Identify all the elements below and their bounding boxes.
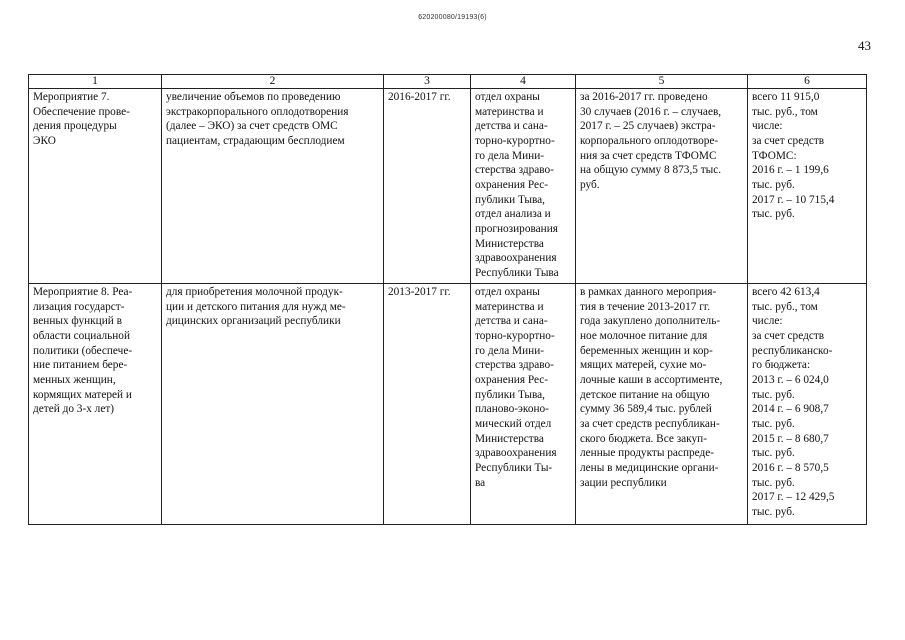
cell-text-line: 2013-2017 гг. — [388, 286, 451, 298]
measure-name-cell — [29, 284, 162, 525]
column-header: 3 — [384, 75, 471, 89]
cell-text-line: (далее – ЭКО) за счет средств ОМС — [166, 120, 338, 133]
cell-text-line: материнства и — [475, 105, 544, 118]
cell-text-line: тыс. руб., том — [752, 105, 818, 118]
cell-text-line: всего 11 915,0 — [752, 91, 820, 103]
cell-text-line: детства и сана- — [475, 315, 548, 328]
cell-text-line: ва — [475, 476, 486, 489]
cell-text-line: на общую сумму 8 873,5 тыс. — [580, 164, 722, 177]
cell-text-line: Министерства — [475, 432, 544, 445]
cell-text-line: венных функций в — [33, 315, 122, 328]
cell-text-line: 2016-2017 гг. — [388, 91, 451, 103]
cell-text-line: Мероприятие 8. Реа- — [33, 286, 133, 298]
cell-text-line: лочные каши в ассортименте, — [580, 374, 723, 387]
cell-text-line: области социальной — [33, 330, 130, 343]
cell-text-line: охранения Рес- — [475, 374, 549, 387]
column-number-row — [29, 75, 867, 89]
cell-text-line: тыс. руб. — [752, 418, 795, 431]
cell-text-line: го дела Мини- — [475, 149, 545, 162]
cell-text-line: стерства здраво- — [475, 359, 554, 372]
period-cell — [384, 284, 471, 525]
cell-text-line: ное молочное питание для — [580, 330, 708, 343]
table-row — [29, 89, 867, 284]
cell-text-line: прогнозирования — [475, 223, 558, 236]
cell-text-line: детства и сана- — [475, 120, 548, 133]
column-header: 6 — [748, 75, 867, 89]
cell-text-line: за счет средств — [752, 330, 825, 343]
cell-text-line: беременных женщин и кор- — [580, 344, 713, 357]
cell-text-line: менных женщин, — [33, 374, 116, 387]
period-cell — [384, 89, 471, 284]
cell-text-line: отдел охраны — [475, 91, 540, 103]
cell-text-line: ции и детского питания для нужд ме- — [166, 300, 346, 313]
cell-text-line: тыс. руб. — [752, 388, 795, 401]
document-id: 620200080/19193(6) — [418, 14, 487, 21]
column-header: 4 — [471, 75, 576, 89]
cell-text-line: охранения Рес- — [475, 179, 549, 192]
cell-text-line: тыс. руб. — [752, 179, 795, 192]
cell-text-line: года закуплено дополнитель- — [580, 315, 721, 328]
cell-text-line: 2013 г. – 6 024,0 — [752, 374, 829, 387]
cell-text-line: го бюджета: — [752, 359, 811, 372]
cell-text-line: стерства здраво- — [475, 164, 554, 177]
measures-table — [28, 74, 867, 525]
cell-text-line: пациентам, страдающим бесплодием — [166, 135, 345, 148]
cell-text-line: мический отдел — [475, 418, 552, 431]
cell-text-line: отдел анализа и — [475, 208, 551, 221]
cell-text-line: ТФОМС: — [752, 149, 797, 162]
cell-text-line: го дела Мини- — [475, 344, 545, 357]
cell-text-line: детское питание на общую — [580, 388, 710, 401]
cell-text-line: 2017 г. – 25 случаев) экстра- — [580, 120, 716, 133]
cell-text-line: всего 42 613,4 — [752, 286, 820, 298]
cell-text-line: 2015 г. – 8 680,7 — [752, 432, 829, 445]
cell-text-line: Мероприятие 7. — [33, 91, 110, 103]
cell-text-line: ского бюджета. Все закуп- — [580, 432, 707, 445]
measure-name-cell — [29, 89, 162, 284]
cell-text-line: 30 случаев (2016 г. – случаев, — [580, 105, 722, 118]
cell-text-line: мящих матерей, сухие мо- — [580, 359, 707, 372]
cell-text-line: тыс. руб. — [752, 208, 795, 221]
cell-text-line: тыс. руб. — [752, 476, 795, 489]
cell-text-line: политики (обеспече- — [33, 344, 133, 357]
column-header: 5 — [576, 75, 748, 89]
cell-text-line: публики Тыва, — [475, 193, 546, 206]
cell-text-line: детей до 3-х лет) — [33, 403, 115, 416]
cell-text-line: Обеспечение прове- — [33, 105, 130, 118]
cell-text-line: руб. — [580, 179, 600, 192]
cell-text-line: за счет средств — [752, 135, 825, 148]
cell-text-line: материнства и — [475, 300, 544, 313]
cell-text-line: ЭКО — [33, 135, 56, 148]
cell-text-line: для приобретения молочной продук- — [166, 286, 343, 298]
cell-text-line: в рамках данного мероприя- — [580, 286, 717, 298]
responsible-cell — [471, 89, 576, 284]
funding-cell — [748, 284, 867, 525]
cell-text-line: экстракорпорального оплодотворения — [166, 105, 349, 118]
cell-text-line: зации республики — [580, 476, 667, 489]
cell-text-line: ние питанием бере- — [33, 359, 128, 372]
cell-text-line: числе: — [752, 120, 783, 133]
column-header: 2 — [162, 75, 384, 89]
cell-text-line: ленные продукты распреде- — [580, 447, 715, 460]
cell-text-line: корпорального оплодотворе- — [580, 135, 719, 148]
cell-text-line: здравоохранения — [475, 447, 557, 460]
responsible-cell — [471, 284, 576, 525]
cell-text-line: увеличение объемов по проведению — [166, 91, 341, 103]
cell-text-line: кормящих матерей и — [33, 388, 132, 401]
cell-text-line: тыс. руб., том — [752, 300, 818, 313]
cell-text-line: лены в медицинские органи- — [580, 462, 719, 475]
cell-text-line: 2014 г. – 6 908,7 — [752, 403, 829, 416]
result-cell — [576, 284, 748, 525]
cell-text-line: сумму 36 589,4 тыс. рублей — [580, 403, 712, 416]
cell-text-line: отдел охраны — [475, 286, 540, 298]
cell-text-line: торно-курортно- — [475, 135, 555, 148]
result-cell — [576, 89, 748, 284]
cell-text-line: здравоохранения — [475, 252, 557, 265]
cell-text-line: тыс. руб. — [752, 506, 795, 519]
cell-text-line: Республики Тыва — [475, 267, 559, 280]
cell-text-line: за счет средств республикан- — [580, 418, 720, 431]
page-number: 43 — [858, 38, 871, 53]
cell-text-line: за 2016-2017 гг. проведено — [580, 91, 708, 103]
cell-text-line: торно-курортно- — [475, 330, 555, 343]
cell-text-line: республиканско- — [752, 344, 833, 357]
cell-text-line: 2017 г. – 10 715,4 — [752, 193, 835, 206]
cell-text-line: публики Тыва, — [475, 388, 546, 401]
cell-text-line: 2016 г. – 8 570,5 — [752, 462, 829, 475]
cell-text-line: лизация государст- — [33, 300, 125, 313]
purpose-cell — [162, 284, 384, 525]
cell-text-line: планово-эконо- — [475, 403, 549, 416]
cell-text-line: 2016 г. – 1 199,6 — [752, 164, 829, 177]
table-row — [29, 284, 867, 525]
cell-text-line: дения процедуры — [33, 120, 117, 133]
funding-cell — [748, 89, 867, 284]
cell-text-line: тыс. руб. — [752, 447, 795, 460]
cell-text-line: тия в течение 2013-2017 гг. — [580, 300, 711, 313]
cell-text-line: Министерства — [475, 237, 544, 250]
column-header: 1 — [29, 75, 162, 89]
purpose-cell — [162, 89, 384, 284]
cell-text-line: ния за счет средств ТФОМС — [580, 149, 717, 162]
cell-text-line: числе: — [752, 315, 783, 328]
cell-text-line: 2017 г. – 12 429,5 — [752, 491, 835, 504]
cell-text-line: дицинских организаций республики — [166, 315, 341, 328]
cell-text-line: Республики Ты- — [475, 462, 553, 475]
